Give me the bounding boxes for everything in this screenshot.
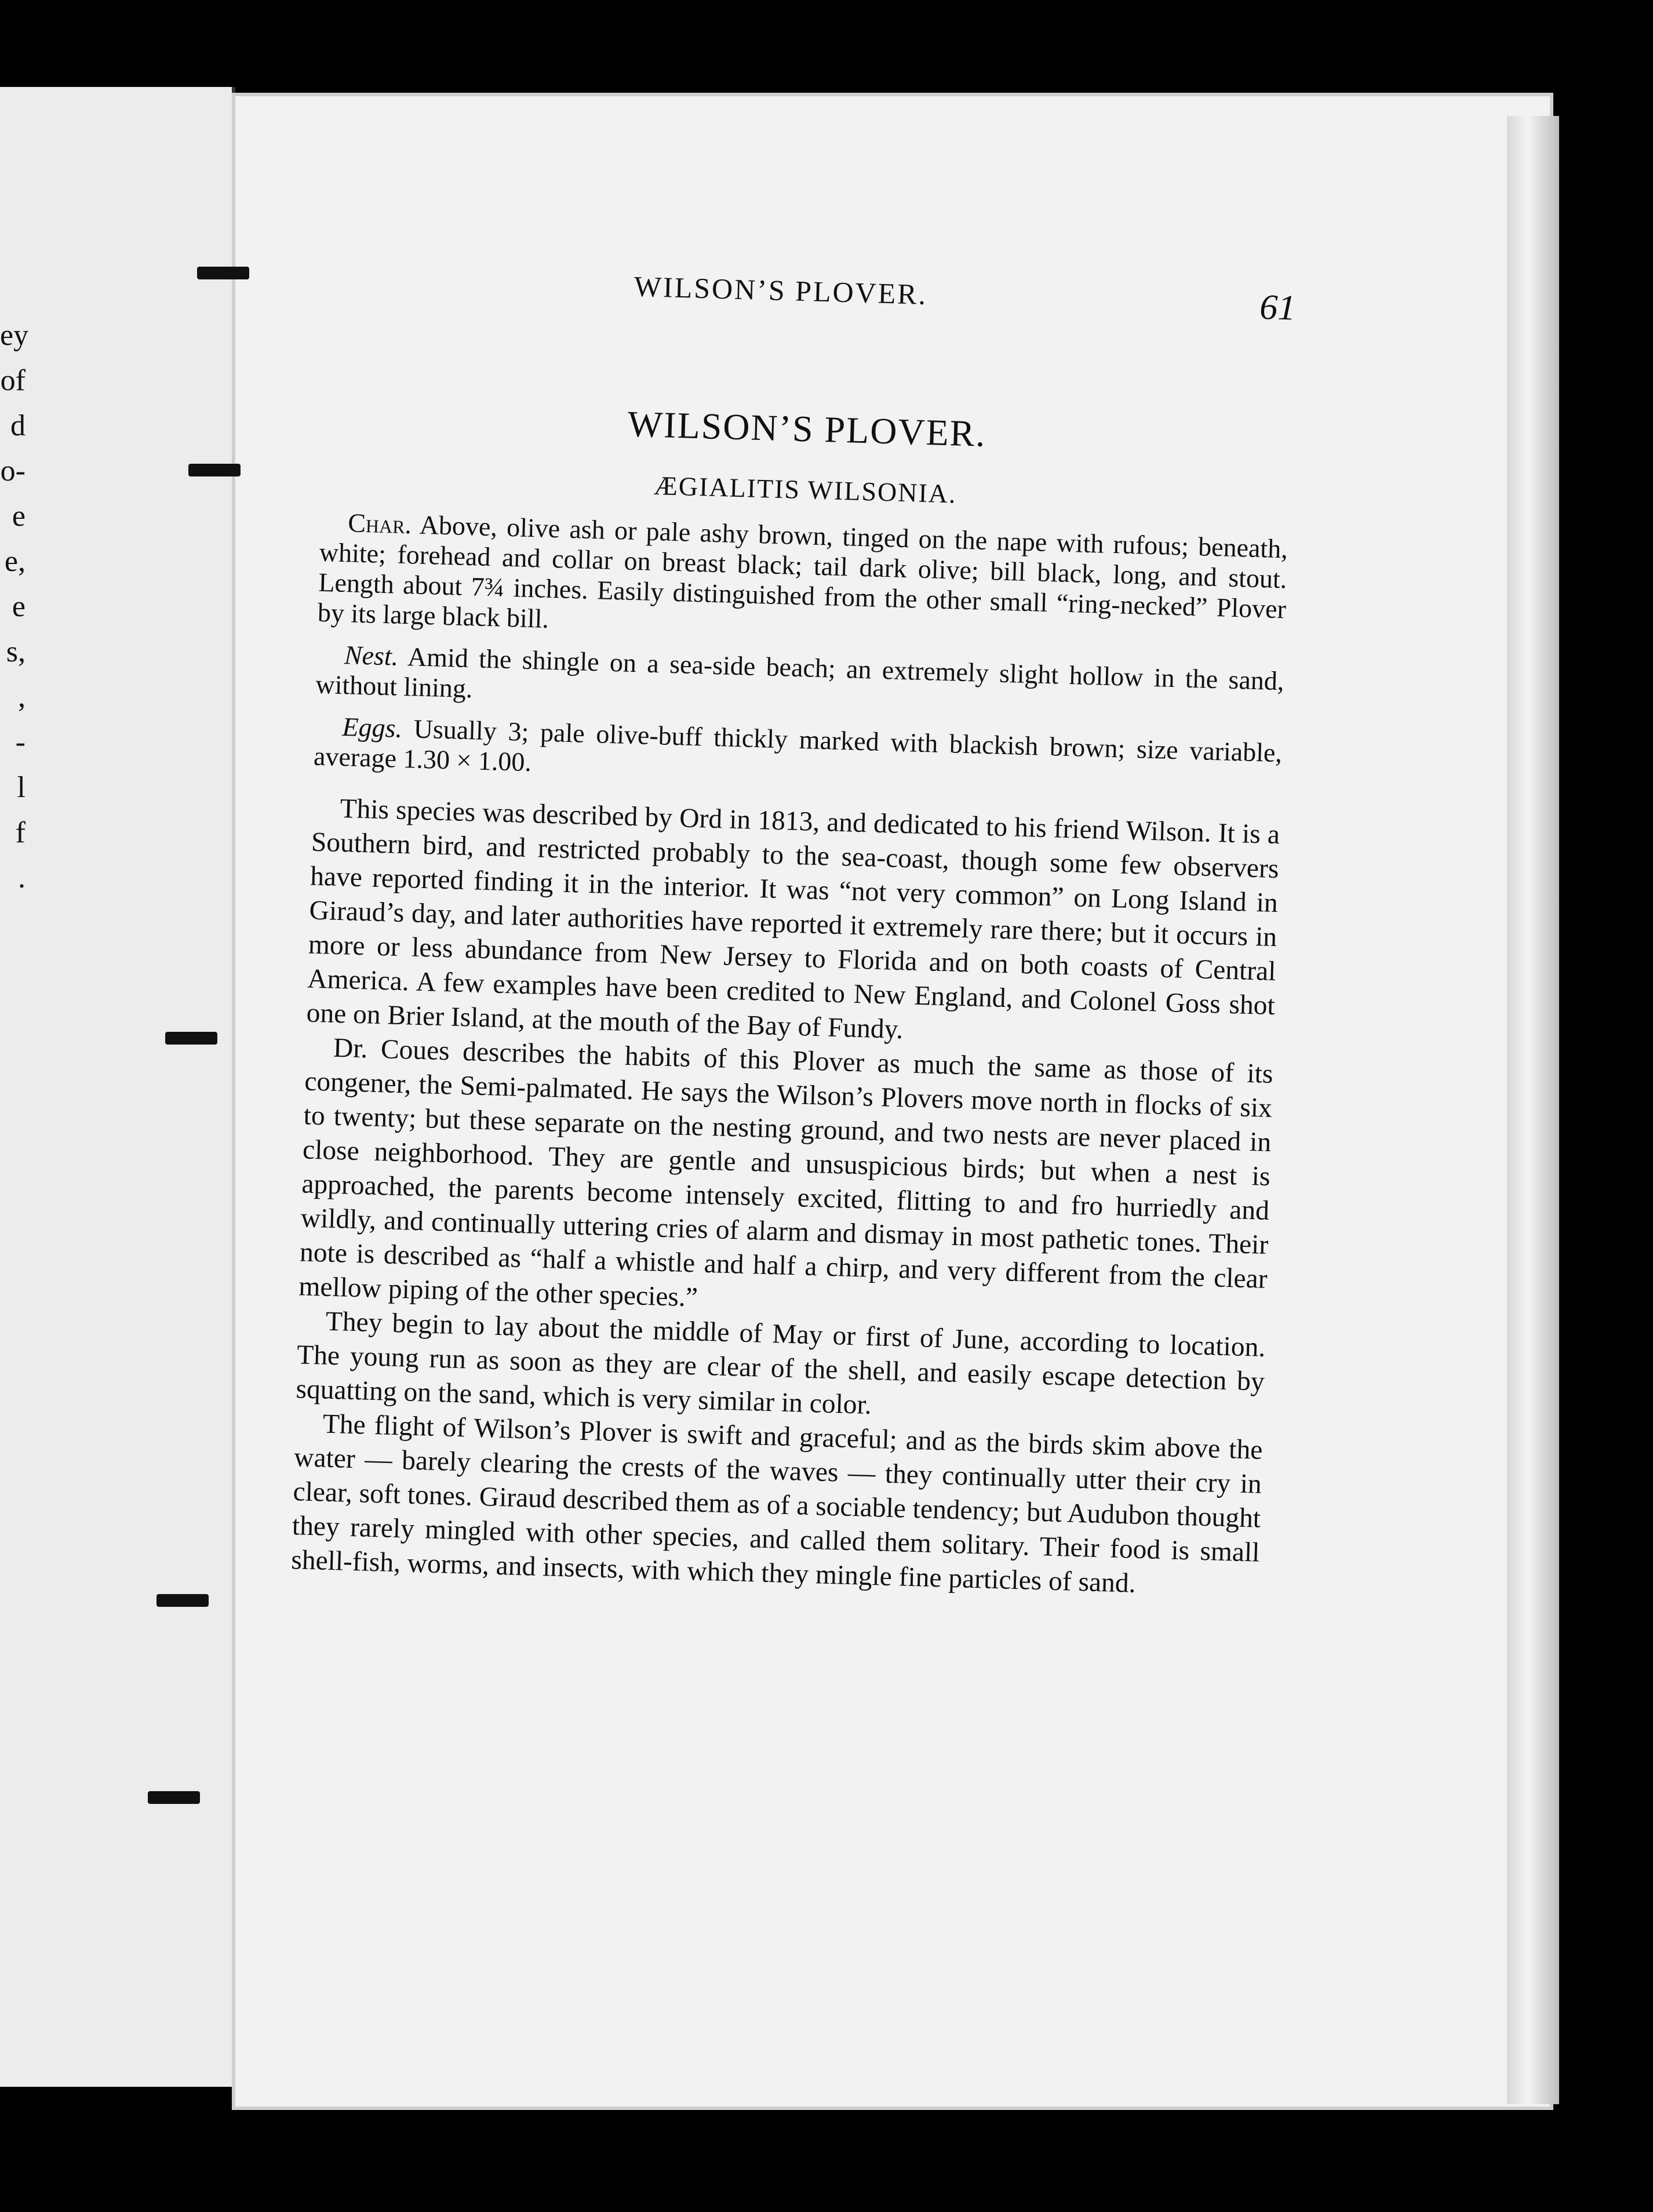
char-text: Above, olive ash or pale ashy brown, tinged on the nape with rufous; beneath, white; forehead and collar on breast black; tail dark olive; bill black, long, and stout. Length about 7¾ inches. Easily distinguished from the other small “ring-necked” Plover by its large black bill.	[317, 510, 1288, 634]
page-edge	[1507, 116, 1559, 2104]
body-paragraph: Dr. Coues describes the habits of this Plover as much the same as those of its congener, the Semi-palmated. He says the Wilson’s Plovers move north in flocks of six to twenty; but these separate on the nesting ground, and two nests are never placed in close neighborhood. They are gentle and unsuspicious birds; but when a nest is approached, the parents become intensely excited, flitting to and fro hurriedly and wildly, and continually uttering cries of alarm and dismay in most pathetic tones. Their note is described as “half a whistle and half a chirp, and very different from the clear mellow piping of the other species.”	[298, 1032, 1274, 1313]
binding-staple	[188, 464, 241, 476]
left-fragment: of	[0, 364, 26, 397]
left-fragment: -	[15, 726, 26, 759]
running-head: WILSON’S PLOVER.	[633, 270, 928, 311]
left-fragment: ey	[0, 319, 29, 352]
latin-name: ÆGIALITIS WILSONIA.	[653, 470, 957, 509]
nest-label: Nest.	[344, 640, 399, 671]
nest-description	[315, 639, 1284, 727]
page-number: 61	[1259, 287, 1297, 328]
eggs-description	[313, 711, 1282, 799]
left-page-text-fragments	[0, 313, 35, 901]
binding-staple	[156, 1594, 209, 1607]
article-title: WILSON’S PLOVER.	[627, 403, 987, 454]
body-paragraph: This species was described by Ord in 1813, and dedicated to his friend Wilson. It is a Southern bird, and restricted probably to the sea-coast, though some few observers have reported finding it in the interior. It was “not very common” on Long Island in Giraud’s day, and later authorities have reported it extremely rare there; but it occurs in more or less abundance from New Jersey to Florida and on both coasts of Central America. A few examples have been credited to New England, and Colonel Goss shot one on Brier Island, at the mouth of the Bay of Fundy.	[306, 793, 1280, 1045]
left-fragment: s,	[6, 635, 26, 668]
left-fragment: o-	[0, 454, 26, 487]
eggs-label: Eggs.	[341, 712, 403, 743]
char-label: Char.	[347, 508, 412, 540]
eggs-text: Usually 3; pale olive-buff thickly marked with blackish brown; size variable, average 1.30 × 1.00.	[313, 714, 1283, 777]
binding-stitches	[162, 87, 243, 2069]
body-paragraph: They begin to lay about the middle of May or first of June, according to location. The young run as soon as they are clear of the shell, and easily escape detection by squatting on the sand, which is very similar in color.	[295, 1306, 1266, 1420]
left-fragment: d	[10, 409, 26, 442]
binding-staple	[165, 1032, 217, 1045]
left-fragment: f	[15, 816, 26, 849]
binding-staple	[197, 267, 249, 279]
left-fragment: ,	[18, 681, 26, 714]
left-fragment: l	[17, 771, 26, 804]
nest-text: Amid the shingle on a sea-side beach; an extremely slight hollow in the sand, without lining.	[315, 642, 1285, 704]
body-paragraph: The flight of Wilson’s Plover is swift and graceful; and as the birds skim above the water — barely clearing the crests of the waves — they continually utter their cry in clear, soft tones. Giraud described them as of a sociable tendency; but Audubon thought they rarely mingled with other species, and called them solitary. Their food is small shell-fish, worms, and insects, with which they mingle fine particles of sand.	[290, 1409, 1264, 1599]
left-fragment: e,	[4, 545, 26, 578]
binding-staple	[148, 1791, 200, 1804]
article-body	[291, 507, 1288, 1605]
left-fragment: .	[18, 861, 26, 894]
left-fragment: e	[12, 500, 26, 533]
left-fragment: e	[12, 590, 26, 623]
